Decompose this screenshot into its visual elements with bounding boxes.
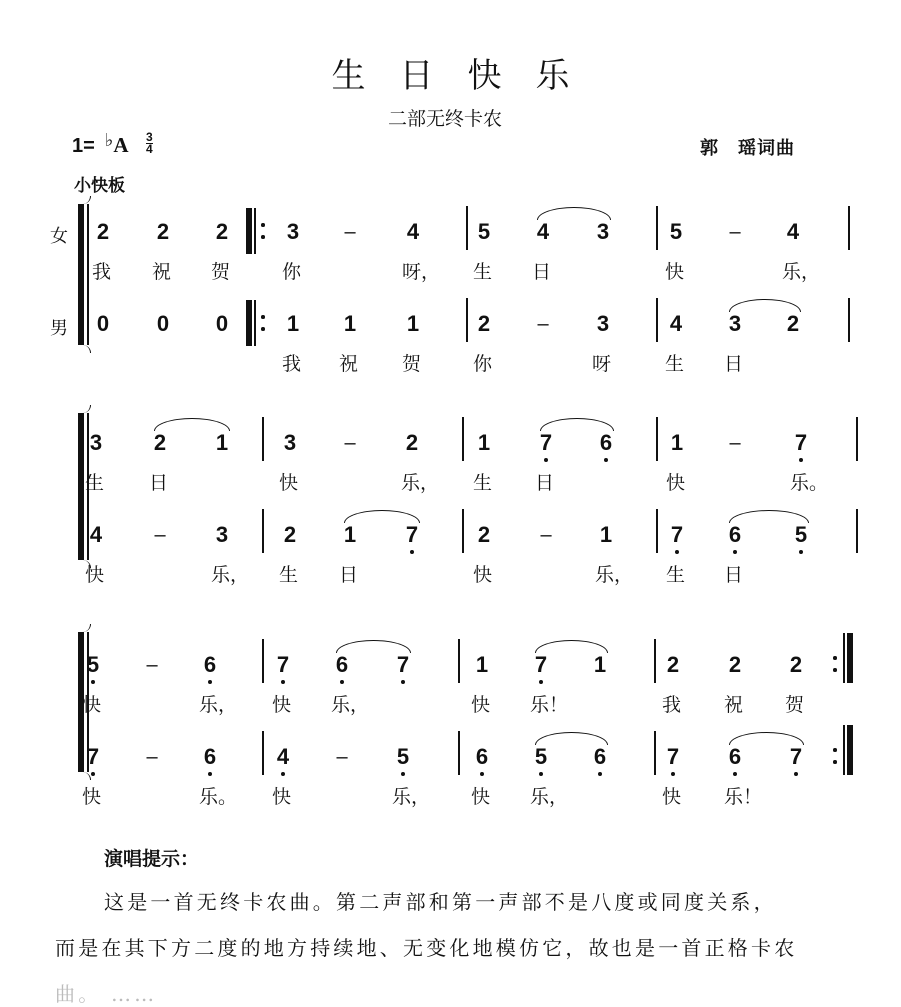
bar-line: [458, 639, 460, 683]
start-repeat-thin: [254, 300, 256, 346]
low-octave-dot-icon: [208, 772, 212, 776]
time-sig-numerator: 3: [146, 130, 153, 145]
note: 6: [589, 745, 611, 769]
lyric: 乐，: [199, 694, 238, 716]
low-octave-dot-icon: [539, 772, 543, 776]
voice-label-female: 女: [50, 226, 68, 247]
low-octave-dot-icon: [598, 772, 602, 776]
repeat-dot: [261, 235, 265, 239]
lyric: 呀，: [402, 261, 441, 283]
note: 7: [272, 653, 294, 677]
time-signature: [146, 132, 153, 155]
end-repeat-thin: [843, 633, 845, 683]
note: 2: [786, 311, 800, 336]
lyric: 乐，: [401, 472, 440, 494]
bar-line: [458, 731, 460, 775]
bar-line: [654, 639, 656, 683]
tips-line-1: 这是一首无终卡农曲。第二声部和第一声部不是八度或同度关系，: [104, 890, 777, 914]
author-credit: 郭 瑶词曲: [700, 138, 795, 159]
note: 2: [728, 652, 742, 677]
bar-line: [656, 417, 658, 461]
note: 5: [790, 523, 812, 547]
tempo-marking: 小快板: [74, 176, 125, 196]
lyric: 呀: [592, 353, 612, 375]
low-octave-dot-icon: [91, 772, 95, 776]
slur-mark: [535, 732, 608, 745]
low-octave-dot-icon: [480, 772, 484, 776]
lyric: 祝: [724, 694, 744, 716]
note: 2: [477, 522, 491, 547]
note-dash: –: [336, 746, 348, 768]
lyric: 日: [149, 472, 169, 494]
lyric: 日: [532, 261, 552, 283]
note: 4: [669, 311, 683, 336]
lyric: 乐！: [530, 694, 569, 716]
bar-line: [462, 509, 464, 553]
low-octave-dot-icon: [281, 680, 285, 684]
start-repeat-thick: [246, 208, 252, 254]
note: 4: [272, 745, 294, 769]
lyric: 快: [82, 786, 102, 808]
end-repeat-thick: [847, 725, 853, 775]
note: 6: [595, 431, 617, 455]
lyric: 日: [724, 353, 744, 375]
note: 2: [156, 219, 170, 244]
note: 7: [82, 745, 104, 769]
lyric: 生: [666, 564, 686, 586]
note: 5: [392, 745, 414, 769]
song-subtitle: 二部无终卡农: [387, 108, 502, 130]
lyric: 你: [282, 261, 302, 283]
lyric: 乐，: [782, 261, 821, 283]
note: 5: [530, 745, 552, 769]
tips-line-3: 曲。 ……: [55, 982, 158, 1006]
bar-line: [262, 639, 264, 683]
lyric: 快: [471, 786, 491, 808]
lyric: 乐，: [211, 564, 250, 586]
low-octave-dot-icon: [281, 772, 285, 776]
system-bracket-line: [87, 204, 89, 345]
lyric: 乐。: [790, 472, 829, 494]
note: 4: [536, 219, 550, 244]
low-octave-dot-icon: [208, 680, 212, 684]
lyric: 我: [662, 694, 682, 716]
start-repeat-thick: [246, 300, 252, 346]
note-dash: –: [537, 313, 549, 335]
lyric: 生: [473, 261, 493, 283]
bar-line: [848, 298, 850, 342]
lyric: 快: [272, 786, 292, 808]
note: 3: [596, 219, 610, 244]
note: 6: [471, 745, 493, 769]
bar-line: [262, 509, 264, 553]
bar-line: [656, 298, 658, 342]
note: 3: [728, 311, 742, 336]
note: 3: [215, 522, 229, 547]
end-repeat-thick: [847, 633, 853, 683]
low-octave-dot-icon: [401, 772, 405, 776]
note: 4: [406, 219, 420, 244]
note: 6: [724, 745, 746, 769]
lyric: 乐，: [595, 564, 634, 586]
lyric: 我: [282, 353, 302, 375]
note: 2: [789, 652, 803, 677]
note: 1: [343, 311, 357, 336]
note-dash: –: [344, 432, 356, 454]
end-repeat-thin: [843, 725, 845, 775]
song-title: 生日快乐: [331, 56, 604, 96]
note-dash: –: [146, 654, 158, 676]
key-signature: [72, 130, 153, 158]
note-dash: –: [344, 221, 356, 243]
note: 1: [670, 430, 684, 455]
lyric: 乐！: [724, 786, 763, 808]
low-octave-dot-icon: [799, 458, 803, 462]
lyric: 快: [272, 694, 292, 716]
tips-heading: 演唱提示：: [104, 848, 200, 870]
note: 2: [96, 219, 110, 244]
lyric: 你: [473, 353, 493, 375]
slur-mark: [540, 418, 614, 431]
note: 1: [477, 430, 491, 455]
repeat-dot: [261, 327, 265, 331]
flat-icon: ♭: [104, 130, 114, 151]
lyric: 快: [471, 694, 491, 716]
note: 1: [215, 430, 229, 455]
note: 7: [666, 523, 688, 547]
bar-line: [262, 731, 264, 775]
lyric: 乐，: [530, 786, 569, 808]
slur-mark: [537, 207, 611, 220]
note: 0: [96, 311, 110, 336]
note: 6: [199, 653, 221, 677]
lyric: 贺: [785, 694, 805, 716]
low-octave-dot-icon: [544, 458, 548, 462]
slur-mark: [535, 640, 608, 653]
slur-mark: [729, 510, 809, 523]
bar-line: [654, 731, 656, 775]
repeat-dot: [833, 748, 837, 752]
note-dash: –: [729, 221, 741, 243]
lyric: 生: [85, 472, 105, 494]
note: 1: [343, 522, 357, 547]
low-octave-dot-icon: [671, 772, 675, 776]
note-dash: –: [146, 746, 158, 768]
bar-line: [848, 206, 850, 250]
lyric: 快: [665, 261, 685, 283]
lyric: 快: [279, 472, 299, 494]
bar-line: [466, 298, 468, 342]
lyric: 生: [473, 472, 493, 494]
bar-line: [262, 417, 264, 461]
key-prefix: 1=: [72, 135, 95, 157]
note: 2: [405, 430, 419, 455]
lyric: 贺: [211, 261, 231, 283]
note: 7: [535, 431, 557, 455]
note-dash: –: [729, 432, 741, 454]
lyric: 日: [724, 564, 744, 586]
lyric: 祝: [339, 353, 359, 375]
repeat-dot: [261, 315, 265, 319]
note: 3: [89, 430, 103, 455]
low-octave-dot-icon: [410, 550, 414, 554]
low-octave-dot-icon: [539, 680, 543, 684]
low-octave-dot-icon: [604, 458, 608, 462]
bar-line: [856, 417, 858, 461]
bracket-bottom-hook: [78, 772, 91, 780]
repeat-dot: [833, 760, 837, 764]
note: 2: [666, 652, 680, 677]
start-repeat-thin: [254, 208, 256, 254]
note: 1: [593, 652, 607, 677]
lyric: 快: [666, 472, 686, 494]
note: 1: [286, 311, 300, 336]
note: 3: [286, 219, 300, 244]
bracket-bottom-hook: [78, 345, 91, 353]
note: 1: [406, 311, 420, 336]
time-sig-denominator: 4: [146, 142, 153, 157]
slur-mark: [344, 510, 420, 523]
note: 7: [392, 653, 414, 677]
lyric: 快: [662, 786, 682, 808]
note: 6: [199, 745, 221, 769]
note: 1: [475, 652, 489, 677]
note: 0: [215, 311, 229, 336]
note: 5: [669, 219, 683, 244]
lyric: 快: [82, 694, 102, 716]
system-bracket: [78, 413, 84, 560]
lyric: 贺: [402, 353, 422, 375]
repeat-dot: [833, 668, 837, 672]
lyric: 乐，: [331, 694, 370, 716]
slur-mark: [336, 640, 411, 653]
lyric: 乐。: [199, 786, 238, 808]
note: 2: [477, 311, 491, 336]
bracket-top-hook: [78, 624, 91, 632]
note: 2: [153, 430, 167, 455]
note: 7: [790, 431, 812, 455]
note: 7: [530, 653, 552, 677]
note: 4: [786, 219, 800, 244]
bar-line: [656, 509, 658, 553]
note: 1: [599, 522, 613, 547]
note: 5: [477, 219, 491, 244]
low-octave-dot-icon: [733, 550, 737, 554]
slur-mark: [729, 732, 804, 745]
note: 2: [215, 219, 229, 244]
low-octave-dot-icon: [340, 680, 344, 684]
note-dash: –: [154, 524, 166, 546]
bar-line: [462, 417, 464, 461]
lyric: 日: [535, 472, 555, 494]
note: 2: [283, 522, 297, 547]
low-octave-dot-icon: [794, 772, 798, 776]
slur-mark: [729, 299, 801, 312]
system-bracket: [78, 204, 84, 345]
lyric: 生: [665, 353, 685, 375]
low-octave-dot-icon: [675, 550, 679, 554]
note: 7: [785, 745, 807, 769]
lyric: 我: [92, 261, 112, 283]
tips-line-2: 而是在其下方二度的地方持续地、无变化地模仿它，故也是一首正格卡农: [55, 936, 798, 960]
lyric: 祝: [152, 261, 172, 283]
lyric: 乐，: [392, 786, 431, 808]
bracket-top-hook: [78, 405, 91, 413]
bar-line: [466, 206, 468, 250]
lyric: 日: [339, 564, 359, 586]
note-dash: –: [540, 524, 552, 546]
low-octave-dot-icon: [799, 550, 803, 554]
note: 6: [331, 653, 353, 677]
low-octave-dot-icon: [401, 680, 405, 684]
bar-line: [856, 509, 858, 553]
low-octave-dot-icon: [733, 772, 737, 776]
low-octave-dot-icon: [91, 680, 95, 684]
bracket-top-hook: [78, 196, 91, 204]
repeat-dot: [261, 223, 265, 227]
lyric: 生: [279, 564, 299, 586]
voice-label-male: 男: [50, 318, 68, 339]
bar-line: [656, 206, 658, 250]
note: 0: [156, 311, 170, 336]
lyric: 快: [473, 564, 493, 586]
note: 7: [662, 745, 684, 769]
note: 7: [401, 523, 423, 547]
note: 5: [82, 653, 104, 677]
repeat-dot: [833, 656, 837, 660]
lyric: 快: [85, 564, 105, 586]
slur-mark: [154, 418, 230, 431]
note: 6: [724, 523, 746, 547]
note: 3: [596, 311, 610, 336]
key-note: A: [113, 133, 129, 157]
note: 3: [283, 430, 297, 455]
note: 4: [89, 522, 103, 547]
